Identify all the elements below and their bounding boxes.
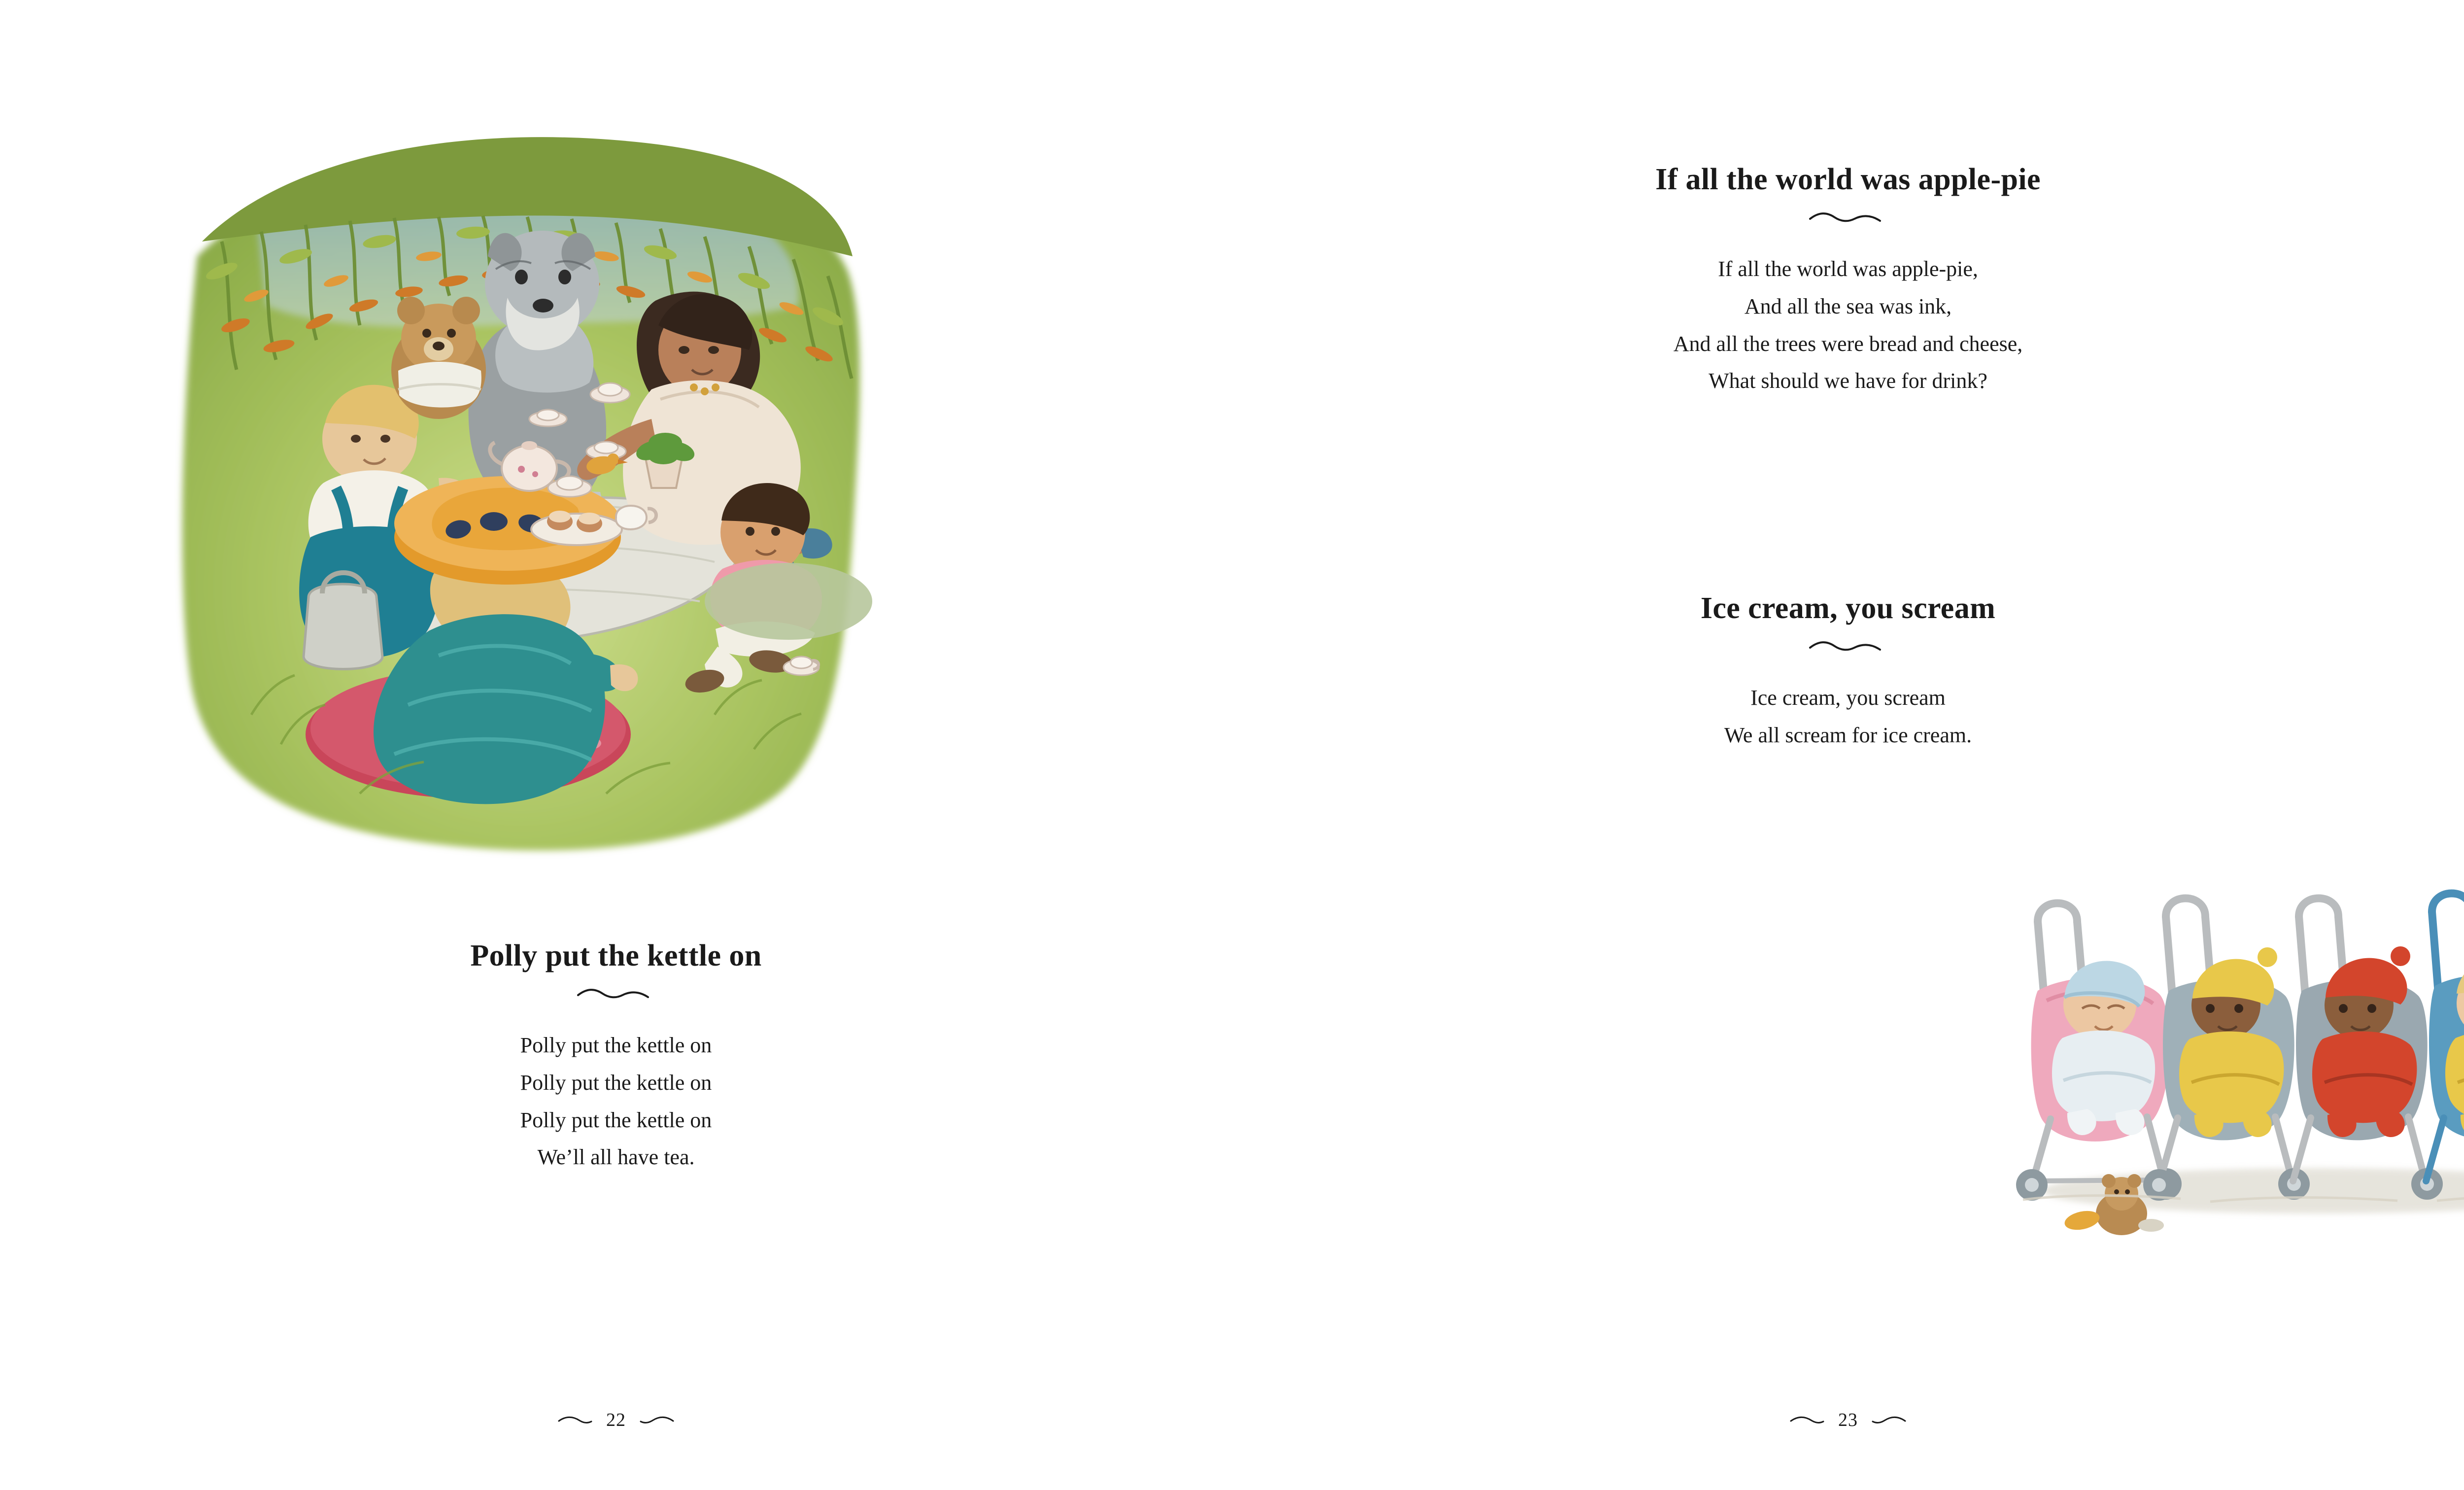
- poem-polly-title: Polly put the kettle on: [470, 939, 762, 972]
- picnic-illustration: [163, 94, 882, 907]
- right-page: [1232, 0, 2464, 1490]
- poem-line: We’ll all have tea.: [537, 1145, 695, 1170]
- swash-divider-icon: [1806, 638, 1890, 655]
- poem-ice-cream: [1232, 591, 2464, 754]
- poem-line: If all the world was apple-pie,: [1718, 257, 1978, 281]
- page-number: 22: [606, 1410, 626, 1430]
- poem-line: Ice cream, you scream: [1750, 686, 1946, 710]
- swash-divider-icon: [1806, 209, 1890, 226]
- poem-polly-lines: [0, 1027, 1232, 1176]
- poem-line: And all the trees were bread and cheese,: [1673, 331, 2023, 356]
- poem-apple-pie-title: If all the world was apple-pie: [1655, 163, 2041, 196]
- folio-left: [0, 1409, 1232, 1431]
- swash-divider-icon: [574, 985, 658, 1002]
- folio-flourish-left-icon: [557, 1415, 593, 1425]
- poem-line: And all the sea was ink,: [1744, 294, 1952, 318]
- poem-line: Polly put the kettle on: [520, 1033, 712, 1058]
- poem-line: Polly put the kettle on: [520, 1070, 712, 1095]
- poem-apple-pie-lines: [1232, 250, 2464, 400]
- poem-polly: [0, 939, 1232, 1176]
- poem-ice-cream-lines: [1232, 679, 2464, 754]
- poem-line: What should we have for drink?: [1709, 369, 1987, 393]
- poem-line: Polly put the kettle on: [520, 1108, 712, 1132]
- folio-right: [1232, 1409, 2464, 1431]
- folio-flourish-left-icon: [1789, 1415, 1825, 1425]
- poem-ice-cream-title: Ice cream, you scream: [1700, 591, 1996, 625]
- prams-illustration: [2003, 843, 2464, 1237]
- page-number: 23: [1838, 1410, 1858, 1430]
- folio-flourish-right-icon: [639, 1415, 675, 1425]
- poem-apple-pie: [1232, 163, 2464, 400]
- folio-flourish-right-icon: [1871, 1415, 1907, 1425]
- poem-line: We all scream for ice cream.: [1724, 723, 1972, 747]
